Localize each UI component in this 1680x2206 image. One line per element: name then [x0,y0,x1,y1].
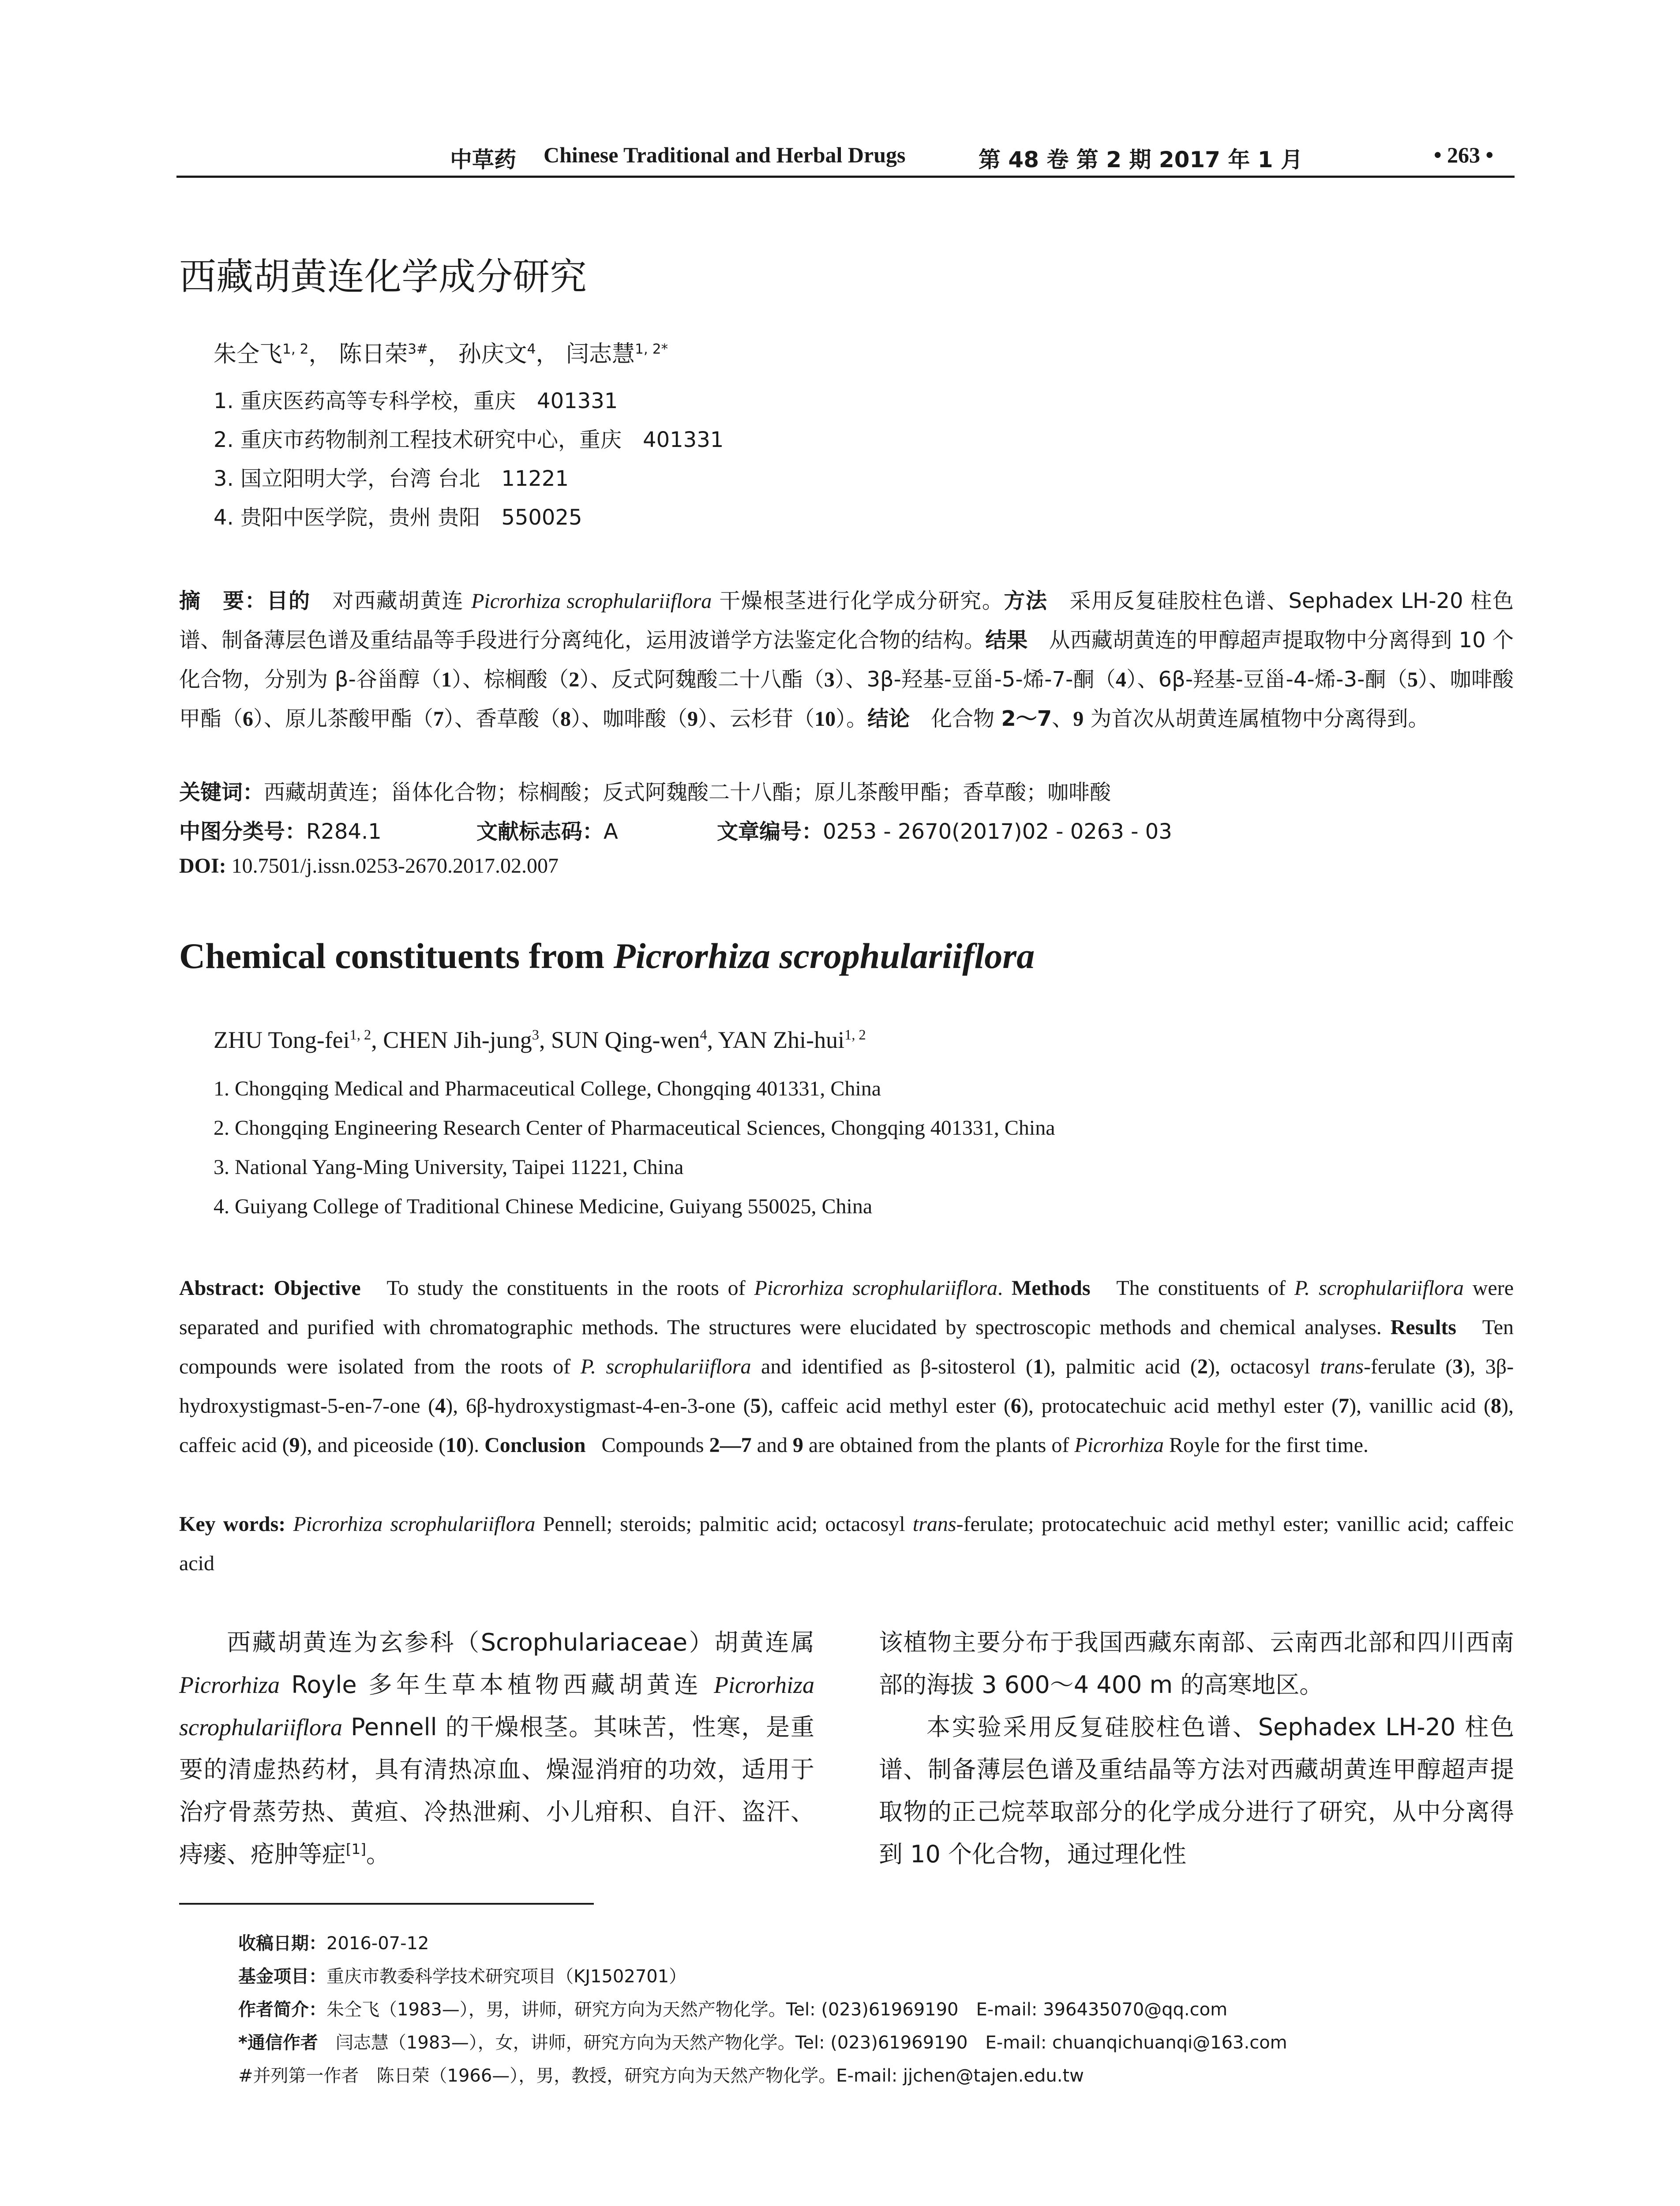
title-en: Chemical constituents from Picrorhiza scrophulariiflora [179,936,1035,976]
objective-cn-label: 目的 [266,589,311,613]
keywords-en: Key words: Picrorhiza scrophulariiflora Pennell; steroids; palmitic acid; octacosyl trans-ferulate; protocatechuic acid methyl ester; vanillic acid; caffeic acid [179,1512,1514,1575]
abstract-en: Abstract: Objective To study the constituents in the roots of Picrorhiza scrophulariiflora. Methods The constituents of P. scrophulariiflora were separated and purified with chromatographic methods. The structures were elucidated by spectroscopic methods and chemical analyses. Results Ten compounds were isolated from the roots of P. scrophulariiflora and identified as β-sitosterol (1), palmitic acid (2), octacosyl trans-ferulate (3), 3β-hydroxystigmast-5-en-7-one (4), 6β-hydroxystigmast-4-en-3-one (5), caffeic acid methyl ester (6), protocatechuic acid methyl ester (7), vanillic acid (8), caffeic acid (9), and piceoside (10). Conclusion Compounds 2—7 and 9 are obtained from the plants of Picrorhiza Royle for the first time. [179,1276,1519,1457]
affiliation-cn-2: 2. 重庆市药物制剂工程技术研究中心，重庆 401331 [214,428,724,452]
footnote-cofirst: #并列第一作者 陈日荣（1966—），男，教授，研究方向为天然产物化学。E-mail: jjchen@tajen.edu.tw [238,2066,1084,2086]
affiliation-cn-3: 3. 国立阳明大学，台湾 台北 11221 [214,466,569,491]
footnote-received: 收稿日期：2016-07-12 [238,1933,429,1954]
author-cn-3: 孙庆文 [458,341,527,368]
author-en-1: ZHU Tong-fei [214,1027,350,1053]
doi [179,854,559,878]
methods-cn-label: 方法 [1004,589,1048,613]
authors-cn: 朱仝飞$^{1, 2}$， 陈日荣$^{3\#}$， 孙庆文$^4$， 闫志慧$^{1, 2*}$ [214,341,668,368]
affiliation-cn-4: 4. 贵阳中医学院，贵州 贵阳 550025 [214,505,582,530]
author-cn-4-affil: 1, 2* [635,341,668,357]
author-cn-2-affil: 3# [408,341,428,357]
body-right-paragraph-2: 本实验采用反复硅胶柱色谱、Sephadex LH-20 柱色谱、制备薄层色谱及重结晶等方法对西藏胡黄连甲醇超声提取物的正己烷萃取部分的化学成分进行了研究，从中分离得到 10 个化合物，通过理化性 [879,1713,1514,1868]
journal-name-cn: 中草药 [450,147,516,173]
author-cn-3-affil: 4 [527,341,536,357]
abstract-cn: 摘 要：目的 对西藏胡黄连 Picrorhiza scrophulariiflora 干燥根茎进行化学成分研究。方法 采用反复硅胶柱色谱、Sephadex LH-20 柱色谱、制备薄层色谱及重结晶等手段进行分离纯化，运用波谱学方法鉴定化合物的结构。结果 从西藏胡黄连的甲醇超声提取物中分离得到 10 个化合物，分别为 β-谷甾醇（1）、棕榈酸（2）、反式阿魏酸二十八酯（3）、3β-羟基-豆甾-5-烯-7-酮（4）、6β-羟基-豆甾-4-烯-3-酮（5）、咖啡酸甲酯（6）、原儿茶酸甲酯（7）、香草酸（8）、咖啡酸（9）、云杉苷（10）。结论 化合物 2～7、9 为首次从胡黄连属植物中分离得到。 [179,589,1514,731]
journal-name-en: Chinese Traditional and Herbal Drugs [544,143,906,167]
article-number: 文章编号：0253 - 2670(2017)02 - 0263 - 03 [717,819,1172,844]
species-name: Picrorhiza scrophulariiflora [471,589,712,613]
title-en-species: Picrorhiza scrophulariiflora [613,936,1035,976]
author-cn-2: 陈日荣 [339,341,408,368]
author-cn-1: 朱仝飞 [214,341,283,368]
results-en-label: Results [1390,1316,1456,1339]
conclusion-cn-label: 结论 [867,706,910,731]
doi-value: 10.7501/j.issn.0253-2670.2017.02.007 [226,854,559,878]
affiliation-cn-1: 1. 重庆医药高等专科学校，重庆 401331 [214,389,618,413]
affiliation-en-4: 4. Guiyang College of Traditional Chinese Medicine, Guiyang 550025, China [214,1195,873,1218]
header-rule [176,176,1515,178]
author-en-3: SUN Qing-wen [551,1027,700,1053]
journal-issue: 第 48 卷 第 2 期 2017 年 1 月 [979,147,1303,173]
author-en-4: YAN Zhi-hui [718,1027,845,1053]
body-right-paragraph-1: 该植物主要分布于我国西藏东南部、云南西北部和四川西南部的海拔 3 600～4 400 m 的高寒地区。 [879,1628,1514,1699]
affiliation-en-1: 1. Chongqing Medical and Pharmaceutical College, Chongqing 401331, China [214,1077,881,1100]
body-left-column: 西藏胡黄连为玄参科（Scrophulariaceae）胡黄连属 Picrorhiza Royle 多年生草本植物西藏胡黄连 Picrorhiza scrophulariiflora Pennell 的干燥根茎。其味苦，性寒，是重要的清虚热药材，具有清热凉血、燥湿消疳的功效，适用于治疗骨蒸劳热、黄疸、冷热泄痢、小儿疳积、自汗、盗汗、痔瘘、疮肿等症[1]。 [179,1628,814,1868]
footnote-fund: 基金项目：重庆市教委科学技术研究项目（KJ1502701） [238,1966,687,1987]
affiliation-en-2: 2. Chongqing Engineering Research Center of Pharmaceutical Sciences, Chongqing 401331, China [214,1116,1055,1140]
clc-number: 中图分类号：R284.1 [179,819,382,844]
footnote-rule [179,1903,594,1905]
keywords-cn-label: 关键词： [179,780,264,805]
abstract-cn-label: 摘 要： [179,589,267,613]
title-cn: 西藏胡黄连化学成分研究 [179,255,587,298]
author-en-2: CHEN Jih-jung [383,1027,532,1053]
page-number: • 263 • [1434,143,1494,167]
body-right-column [879,1621,1514,1876]
citation-ref: [1] [346,1841,366,1857]
methods-en-label: Methods [1011,1276,1091,1300]
author-cn-4: 闫志慧 [566,341,635,368]
results-cn-label: 结果 [985,628,1028,653]
keywords-en-label: Key words: [179,1512,286,1536]
document-code: 文献标志码：A [476,819,618,844]
footnote-corresponding: *通信作者 闫志慧（1983—），女，讲师，研究方向为天然产物化学。Tel: (023)61969190 E-mail: chuanqichuanqi@163.com [238,2033,1287,2053]
footnote-author-bio: 作者简介：朱仝飞（1983—），男，讲师，研究方向为天然产物化学。Tel: (023)61969190 E-mail: 396435070@qq.com [238,2000,1228,2020]
abstract-en-label: Abstract: Objective [179,1276,361,1300]
authors-en: ZHU Tong-fei$^{1, 2}$, CHEN Jih-jung$^3$, SUN Qing-wen$^4$, YAN Zhi-hui$^{1, 2}$ [214,1027,866,1053]
affiliation-en-3: 3. National Yang-Ming University, Taipei 11221, China [214,1156,684,1179]
doi-label: DOI: [179,854,226,878]
keywords-cn: 关键词：西藏胡黄连；甾体化合物；棕榈酸；反式阿魏酸二十八酯；原儿茶酸甲酯；香草酸；咖啡酸 [179,780,1111,805]
author-cn-1-affil: 1, 2 [282,341,309,357]
conclusion-en-label: Conclusion [484,1433,586,1457]
